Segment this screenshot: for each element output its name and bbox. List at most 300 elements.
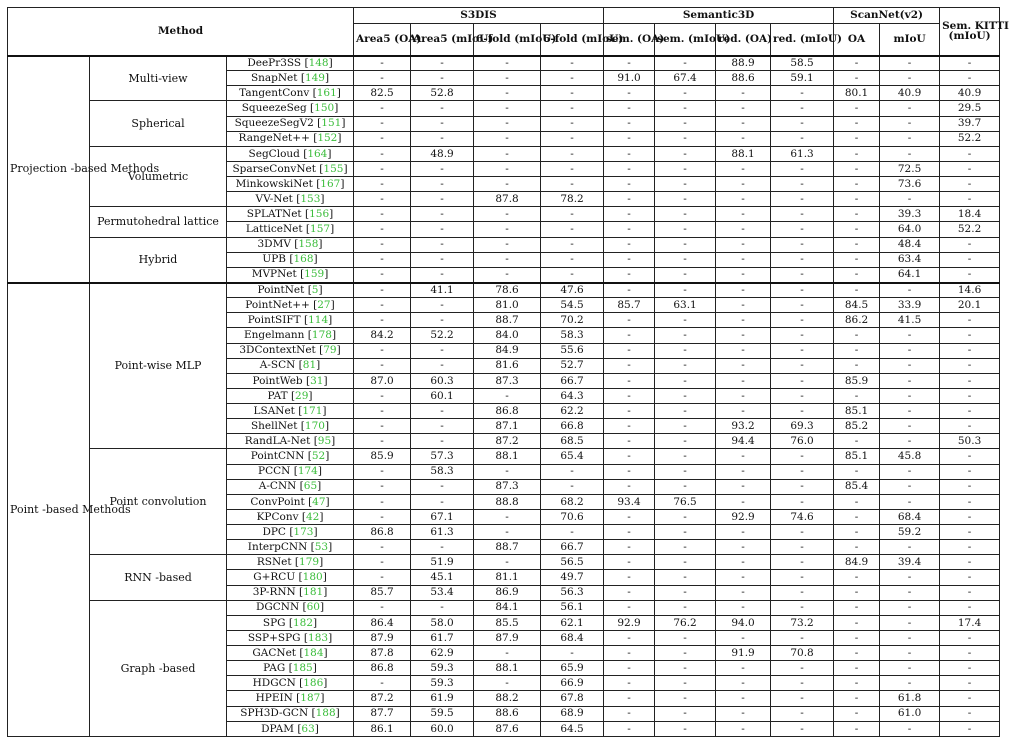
citation-link[interactable]: 151: [321, 117, 342, 130]
value-cell: -: [834, 328, 880, 343]
value-cell: 86.2: [834, 313, 880, 328]
method-name: LatticeNet [157]: [227, 222, 354, 237]
value-cell: -: [411, 343, 474, 358]
value-cell: 82.5: [354, 86, 411, 101]
value-cell: 66.7: [541, 540, 604, 555]
value-cell: 64.5: [541, 721, 604, 736]
col-header: 6-fold (mIoU): [541, 24, 604, 56]
value-cell: -: [541, 252, 604, 267]
citation-link[interactable]: 29: [295, 389, 309, 402]
value-cell: -: [940, 449, 1000, 464]
value-cell: -: [834, 464, 880, 479]
method-label: PAG: [263, 661, 286, 674]
method-header: Method: [8, 8, 354, 56]
col-header: OA: [834, 24, 880, 56]
method-name: RangeNet++ [152]: [227, 131, 354, 146]
value-cell: -: [604, 555, 655, 570]
citation-link[interactable]: 158: [298, 238, 319, 251]
value-cell: -: [604, 343, 655, 358]
value-cell: -: [771, 252, 834, 267]
value-cell: -: [716, 298, 771, 313]
citation-link[interactable]: 155: [323, 162, 344, 175]
citation-link[interactable]: 187: [300, 692, 321, 705]
value-cell: 87.0: [354, 373, 411, 388]
value-cell: -: [834, 434, 880, 449]
method-name: A-CNN [65]: [227, 479, 354, 494]
value-cell: -: [655, 706, 716, 721]
citation-link[interactable]: 186: [303, 677, 324, 690]
citation-link[interactable]: 178: [311, 329, 332, 342]
value-cell: -: [940, 146, 1000, 161]
value-cell: -: [940, 313, 1000, 328]
value-cell: -: [655, 464, 716, 479]
value-cell: 59.2: [880, 525, 940, 540]
citation-link[interactable]: 161: [316, 87, 337, 100]
value-cell: 88.8: [474, 494, 541, 509]
citation-link[interactable]: 152: [317, 132, 338, 145]
method-name: PCCN [174]: [227, 464, 354, 479]
citation-link[interactable]: 182: [292, 616, 314, 629]
method-name: PointCNN [52]: [227, 449, 354, 464]
value-cell: -: [940, 479, 1000, 494]
table-row: [8, 146, 1000, 161]
value-cell: 68.4: [880, 509, 940, 524]
value-cell: -: [655, 283, 716, 298]
citation-link[interactable]: 150: [314, 102, 335, 115]
value-cell: -: [880, 283, 940, 298]
value-cell: 86.4: [354, 615, 411, 630]
value-cell: 93.2: [716, 419, 771, 434]
value-cell: 47.6: [541, 283, 604, 298]
value-cell: -: [716, 404, 771, 419]
value-cell: 69.3: [771, 419, 834, 434]
value-cell: -: [880, 585, 940, 600]
value-cell: -: [940, 570, 1000, 585]
method-name: DGCNN [60]: [227, 600, 354, 615]
value-cell: -: [716, 86, 771, 101]
method-label: PointNet++: [245, 298, 310, 311]
value-cell: 29.5: [940, 101, 1000, 116]
method-label: PAT: [267, 389, 288, 402]
citation-link[interactable]: 53: [314, 540, 329, 553]
value-cell: -: [771, 479, 834, 494]
value-cell: 85.1: [834, 404, 880, 419]
citation-link[interactable]: 42: [305, 510, 320, 523]
value-cell: -: [940, 646, 1000, 661]
value-cell: -: [604, 721, 655, 736]
value-cell: -: [655, 343, 716, 358]
value-cell: -: [655, 661, 716, 676]
subgroup-label: Multi-view: [90, 56, 227, 101]
citation-link[interactable]: 184: [303, 646, 324, 659]
citation-link[interactable]: 27: [317, 298, 331, 311]
value-cell: 66.8: [541, 419, 604, 434]
value-cell: 88.1: [716, 146, 771, 161]
value-cell: -: [354, 192, 411, 207]
value-cell: -: [474, 146, 541, 161]
value-cell: -: [474, 676, 541, 691]
value-cell: -: [834, 207, 880, 222]
value-cell: -: [880, 419, 940, 434]
value-cell: 56.5: [541, 555, 604, 570]
value-cell: -: [604, 101, 655, 116]
value-cell: -: [354, 161, 411, 176]
value-cell: -: [354, 146, 411, 161]
value-cell: -: [604, 419, 655, 434]
value-cell: 87.2: [474, 434, 541, 449]
citation-link[interactable]: 95: [317, 435, 332, 448]
category-group: [8, 56, 1000, 283]
citation-link[interactable]: 149: [304, 71, 325, 84]
value-cell: -: [604, 525, 655, 540]
value-cell: -: [716, 131, 771, 146]
citation-link[interactable]: 181: [303, 586, 324, 599]
value-cell: 39.4: [880, 555, 940, 570]
value-cell: -: [834, 691, 880, 706]
citation-link[interactable]: 79: [323, 344, 337, 357]
value-cell: 56.1: [541, 600, 604, 615]
value-cell: -: [411, 161, 474, 176]
value-cell: 61.3: [411, 525, 474, 540]
value-cell: -: [474, 177, 541, 192]
value-cell: -: [834, 358, 880, 373]
value-cell: -: [604, 283, 655, 298]
method-label: G+RCU: [253, 571, 296, 584]
value-cell: 86.9: [474, 585, 541, 600]
citation-link[interactable]: 180: [302, 571, 323, 584]
value-cell: -: [655, 328, 716, 343]
citation-link[interactable]: 173: [293, 525, 314, 538]
value-cell: -: [411, 131, 474, 146]
value-cell: -: [834, 56, 880, 71]
citation-link[interactable]: 171: [302, 404, 323, 417]
value-cell: 40.9: [940, 86, 1000, 101]
citation-link[interactable]: 153: [300, 192, 321, 205]
value-cell: -: [354, 267, 411, 282]
value-cell: -: [541, 177, 604, 192]
method-label: HDGCN: [252, 677, 296, 690]
value-cell: -: [880, 131, 940, 146]
value-cell: 70.6: [541, 509, 604, 524]
value-cell: 52.2: [940, 131, 1000, 146]
citation-link[interactable]: 81: [302, 359, 317, 372]
value-cell: 51.9: [411, 555, 474, 570]
method-name: VV-Net [153]: [227, 192, 354, 207]
value-cell: -: [655, 86, 716, 101]
value-cell: -: [771, 177, 834, 192]
value-cell: -: [354, 222, 411, 237]
value-cell: -: [940, 328, 1000, 343]
value-cell: -: [716, 313, 771, 328]
value-cell: -: [655, 161, 716, 176]
value-cell: 20.1: [940, 298, 1000, 313]
method-label: PointSIFT: [247, 314, 301, 327]
value-cell: 54.5: [541, 298, 604, 313]
method-name: 3DContextNet [79]: [227, 343, 354, 358]
citation-link[interactable]: 148: [308, 57, 329, 70]
value-cell: 70.8: [771, 646, 834, 661]
method-name: MVPNet [159]: [227, 267, 354, 282]
value-cell: 87.3: [474, 479, 541, 494]
citation-link[interactable]: 157: [310, 223, 331, 236]
value-cell: -: [940, 691, 1000, 706]
value-cell: -: [354, 464, 411, 479]
value-cell: 45.8: [880, 449, 940, 464]
value-cell: -: [716, 721, 771, 736]
value-cell: 92.9: [604, 615, 655, 630]
citation-link[interactable]: 114: [308, 314, 329, 327]
value-cell: -: [716, 494, 771, 509]
value-cell: -: [474, 267, 541, 282]
subgroup-label: Point-wise MLP: [90, 283, 227, 449]
value-cell: -: [354, 540, 411, 555]
value-cell: -: [354, 298, 411, 313]
value-cell: -: [604, 676, 655, 691]
value-cell: -: [541, 56, 604, 71]
value-cell: -: [411, 540, 474, 555]
value-cell: -: [880, 494, 940, 509]
value-cell: -: [771, 661, 834, 676]
value-cell: -: [771, 101, 834, 116]
citation-link[interactable]: 179: [299, 556, 320, 569]
category-group: [8, 283, 1000, 737]
value-cell: -: [834, 343, 880, 358]
citation-link[interactable]: 5: [311, 284, 319, 297]
citation-link[interactable]: 60: [306, 601, 320, 614]
value-cell: 72.5: [880, 161, 940, 176]
value-cell: -: [940, 494, 1000, 509]
value-cell: -: [771, 373, 834, 388]
value-cell: -: [771, 328, 834, 343]
value-cell: -: [655, 676, 716, 691]
value-cell: -: [880, 464, 940, 479]
value-cell: 88.2: [474, 691, 541, 706]
value-cell: 48.9: [411, 146, 474, 161]
value-cell: -: [716, 328, 771, 343]
value-cell: -: [716, 479, 771, 494]
value-cell: -: [716, 600, 771, 615]
value-cell: 67.4: [655, 71, 716, 86]
value-cell: -: [880, 328, 940, 343]
value-cell: -: [604, 146, 655, 161]
table-row: [8, 56, 1000, 71]
method-name: PAT [29]: [227, 388, 354, 403]
value-cell: -: [655, 177, 716, 192]
value-cell: 58.3: [411, 464, 474, 479]
col-header: red. (OA): [716, 24, 771, 56]
method-name: RandLA-Net [95]: [227, 434, 354, 449]
value-cell: -: [655, 509, 716, 524]
value-cell: -: [411, 298, 474, 313]
value-cell: 87.3: [474, 373, 541, 388]
citation-link[interactable]: 167: [320, 177, 341, 190]
value-cell: 45.1: [411, 570, 474, 585]
value-cell: -: [541, 237, 604, 252]
value-cell: -: [834, 237, 880, 252]
value-cell: -: [940, 464, 1000, 479]
value-cell: -: [604, 479, 655, 494]
table-row: [8, 283, 1000, 298]
value-cell: 78.6: [474, 283, 541, 298]
value-cell: 88.1: [474, 661, 541, 676]
value-cell: 57.3: [411, 449, 474, 464]
value-cell: 85.5: [474, 615, 541, 630]
value-cell: -: [474, 388, 541, 403]
value-cell: 64.1: [880, 267, 940, 282]
method-label: MVPNet: [251, 268, 297, 281]
citation-link[interactable]: 183: [308, 631, 329, 644]
value-cell: -: [474, 464, 541, 479]
value-cell: -: [771, 267, 834, 282]
method-label: PointWeb: [252, 374, 303, 387]
citation-link[interactable]: 188: [315, 707, 336, 720]
value-cell: 63.4: [880, 252, 940, 267]
citation-link[interactable]: 170: [304, 419, 325, 432]
value-cell: -: [655, 207, 716, 222]
value-cell: 62.9: [411, 646, 474, 661]
value-cell: -: [655, 434, 716, 449]
method-name: SPG [182]: [227, 615, 354, 630]
method-name: PointWeb [31]: [227, 373, 354, 388]
value-cell: -: [771, 494, 834, 509]
col-header: sem. (mIoU): [655, 24, 716, 56]
citation-link[interactable]: 185: [292, 661, 313, 674]
value-cell: -: [411, 56, 474, 71]
value-cell: -: [940, 71, 1000, 86]
value-cell: -: [604, 404, 655, 419]
value-cell: -: [411, 434, 474, 449]
value-cell: -: [655, 570, 716, 585]
value-cell: -: [716, 358, 771, 373]
value-cell: 70.2: [541, 313, 604, 328]
method-name: ShellNet [170]: [227, 419, 354, 434]
citation-link[interactable]: 164: [307, 147, 328, 160]
value-cell: -: [834, 146, 880, 161]
method-label: MinkowskiNet: [235, 177, 313, 190]
value-cell: -: [716, 570, 771, 585]
value-cell: 86.8: [354, 525, 411, 540]
method-name: DPC [173]: [227, 525, 354, 540]
value-cell: -: [354, 313, 411, 328]
value-cell: -: [655, 131, 716, 146]
value-cell: -: [880, 101, 940, 116]
value-cell: -: [541, 131, 604, 146]
citation-link[interactable]: 65: [303, 480, 318, 493]
value-cell: 88.7: [474, 540, 541, 555]
method-label: KPConv: [256, 510, 299, 523]
citation-link[interactable]: 174: [297, 465, 318, 478]
value-cell: 76.2: [655, 615, 716, 630]
value-cell: 80.1: [834, 86, 880, 101]
citation-link[interactable]: 156: [309, 208, 330, 221]
value-cell: 60.3: [411, 373, 474, 388]
method-label: SSP+SPG: [247, 631, 301, 644]
value-cell: 59.3: [411, 676, 474, 691]
value-cell: 56.3: [541, 585, 604, 600]
value-cell: -: [940, 373, 1000, 388]
value-cell: -: [940, 555, 1000, 570]
method-label: PointNet: [257, 284, 305, 297]
value-cell: -: [411, 101, 474, 116]
citation-link[interactable]: 52: [311, 450, 326, 463]
value-cell: -: [354, 570, 411, 585]
value-cell: -: [474, 71, 541, 86]
method-label: LSANet: [253, 404, 295, 417]
value-cell: -: [604, 86, 655, 101]
value-cell: -: [716, 388, 771, 403]
value-cell: 39.3: [880, 207, 940, 222]
value-cell: -: [834, 585, 880, 600]
table-row: [8, 449, 1000, 464]
value-cell: -: [655, 388, 716, 403]
value-cell: -: [880, 540, 940, 555]
value-cell: -: [604, 207, 655, 222]
table-header: [8, 8, 1009, 56]
value-cell: -: [604, 706, 655, 721]
method-name: SSP+SPG [183]: [227, 630, 354, 645]
table-row: [8, 555, 1000, 570]
value-cell: -: [716, 373, 771, 388]
value-cell: -: [834, 177, 880, 192]
method-label: SegCloud: [248, 147, 300, 160]
value-cell: -: [834, 661, 880, 676]
citation-link[interactable]: 168: [293, 253, 314, 266]
method-label: SPG: [262, 616, 286, 629]
value-cell: -: [716, 676, 771, 691]
value-cell: -: [716, 237, 771, 252]
value-cell: -: [880, 146, 940, 161]
value-cell: 67.8: [541, 691, 604, 706]
value-cell: -: [655, 237, 716, 252]
value-cell: -: [880, 116, 940, 131]
value-cell: -: [771, 600, 834, 615]
value-cell: -: [880, 479, 940, 494]
method-name: KPConv [42]: [227, 509, 354, 524]
citation-link[interactable]: 31: [310, 374, 324, 387]
value-cell: -: [880, 721, 940, 736]
value-cell: -: [655, 449, 716, 464]
value-cell: -: [655, 56, 716, 71]
value-cell: -: [354, 404, 411, 419]
method-label: DPC: [262, 525, 286, 538]
citation-link[interactable]: 63: [301, 722, 315, 735]
value-cell: 41.5: [880, 313, 940, 328]
value-cell: -: [880, 434, 940, 449]
citation-link[interactable]: 47: [312, 495, 326, 508]
value-cell: -: [834, 222, 880, 237]
value-cell: -: [604, 449, 655, 464]
subgroup-label: Hybrid: [90, 237, 227, 283]
value-cell: -: [354, 131, 411, 146]
value-cell: -: [834, 283, 880, 298]
value-cell: -: [834, 600, 880, 615]
value-cell: -: [655, 313, 716, 328]
citation-link[interactable]: 159: [304, 268, 325, 281]
value-cell: 68.2: [541, 494, 604, 509]
value-cell: -: [771, 676, 834, 691]
value-cell: -: [354, 676, 411, 691]
value-cell: 61.9: [411, 691, 474, 706]
method-label: LatticeNet: [245, 223, 303, 236]
method-name: MinkowskiNet [167]: [227, 177, 354, 192]
col-header: Area5 (OA): [354, 24, 411, 56]
value-cell: 86.1: [354, 721, 411, 736]
value-cell: -: [940, 721, 1000, 736]
col-header: mIoU: [880, 24, 940, 56]
value-cell: -: [834, 494, 880, 509]
value-cell: -: [771, 222, 834, 237]
value-cell: 85.4: [834, 479, 880, 494]
